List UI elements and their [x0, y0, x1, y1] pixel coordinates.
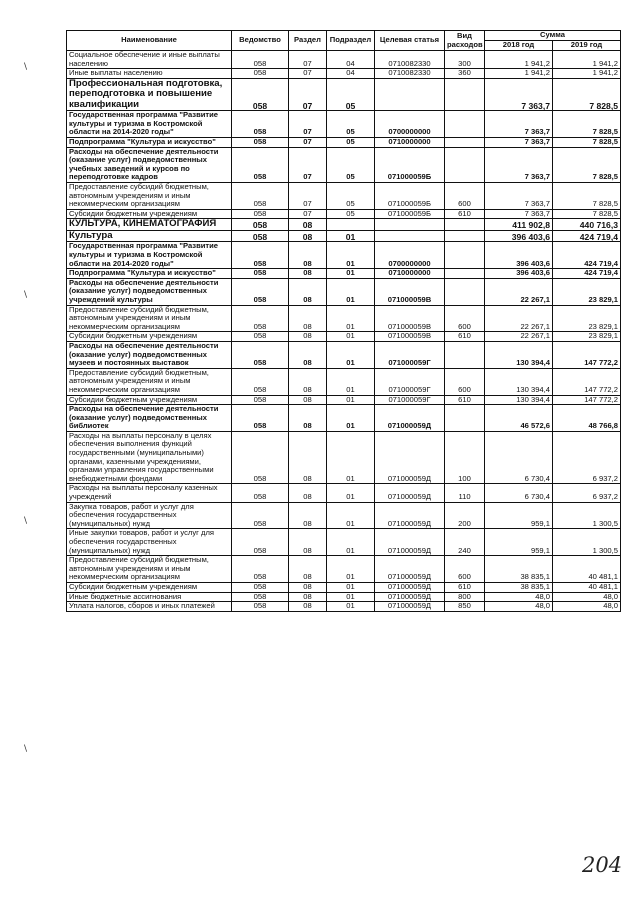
row-vr [445, 278, 485, 305]
row-podrazdel: 01 [327, 230, 375, 242]
row-vedomstvo: 058 [232, 368, 289, 395]
header-csr: Целевая статья [375, 31, 445, 51]
row-sum-2019: 424 719,4 [553, 269, 621, 279]
header-2018: 2018 год [485, 41, 553, 51]
row-podrazdel: 05 [327, 183, 375, 210]
row-csr [375, 78, 445, 111]
row-vr [445, 269, 485, 279]
row-csr: 071000059Г [375, 341, 445, 368]
row-sum-2018: 22 267,1 [485, 305, 553, 332]
row-name: КУЛЬТУРА, КИНЕМАТОГРАФИЯ [67, 219, 232, 231]
row-podrazdel: 01 [327, 341, 375, 368]
row-sum-2018: 396 403,6 [485, 230, 553, 242]
row-sum-2019: 23 829,1 [553, 332, 621, 342]
row-vedomstvo: 058 [232, 332, 289, 342]
row-csr: 071000059Д [375, 592, 445, 602]
row-name: Иные бюджетные ассигнования [67, 592, 232, 602]
row-vr [445, 341, 485, 368]
margin-mark: \ [24, 744, 28, 754]
row-podrazdel: 01 [327, 602, 375, 612]
row-vedomstvo: 058 [232, 69, 289, 79]
table-row [67, 138, 621, 148]
row-podrazdel: 01 [327, 431, 375, 484]
row-sum-2018: 1 941,2 [485, 51, 553, 69]
header-2019: 2019 год [553, 41, 621, 51]
table-row [67, 332, 621, 342]
row-podrazdel: 01 [327, 484, 375, 502]
row-csr [375, 219, 445, 231]
row-vr: 100 [445, 431, 485, 484]
row-csr: 071000059Д [375, 405, 445, 432]
row-csr: 071000059Б [375, 183, 445, 210]
row-csr: 071000059Б [375, 209, 445, 219]
row-sum-2018: 46 572,6 [485, 405, 553, 432]
table-row [67, 230, 621, 242]
row-vedomstvo: 058 [232, 51, 289, 69]
table-row [67, 147, 621, 182]
row-podrazdel: 05 [327, 111, 375, 138]
row-name: Расходы на обеспечение деятельности (оказание услуг) подведомственных учреждений культуры [67, 278, 232, 305]
row-podrazdel: 01 [327, 242, 375, 269]
row-podrazdel: 01 [327, 592, 375, 602]
row-razdel: 07 [289, 138, 327, 148]
row-vedomstvo: 058 [232, 529, 289, 556]
table-row [67, 242, 621, 269]
row-vedomstvo: 058 [232, 209, 289, 219]
row-sum-2019: 424 719,4 [553, 230, 621, 242]
table-row [67, 69, 621, 79]
row-vedomstvo: 058 [232, 305, 289, 332]
table-row [67, 209, 621, 219]
row-sum-2019: 147 772,2 [553, 395, 621, 405]
row-name: Иные выплаты населению [67, 69, 232, 79]
row-razdel: 07 [289, 183, 327, 210]
row-sum-2018: 959,1 [485, 529, 553, 556]
row-sum-2018: 7 363,7 [485, 111, 553, 138]
row-vr: 850 [445, 602, 485, 612]
header-razdel: Раздел [289, 31, 327, 51]
row-vedomstvo: 058 [232, 269, 289, 279]
row-razdel: 08 [289, 219, 327, 231]
row-csr: 071000059Г [375, 395, 445, 405]
row-vedomstvo: 058 [232, 484, 289, 502]
row-csr: 071000059Д [375, 431, 445, 484]
row-sum-2019: 7 828,5 [553, 138, 621, 148]
row-sum-2019: 1 941,2 [553, 51, 621, 69]
row-podrazdel: 01 [327, 405, 375, 432]
row-podrazdel: 01 [327, 278, 375, 305]
row-sum-2018: 130 394,4 [485, 341, 553, 368]
row-name: Расходы на обеспечение деятельности (оказание услуг) подведомственных библиотек [67, 405, 232, 432]
row-csr: 071000059В [375, 332, 445, 342]
row-razdel: 07 [289, 209, 327, 219]
row-sum-2019: 7 828,5 [553, 183, 621, 210]
row-vr: 360 [445, 69, 485, 79]
row-vr: 610 [445, 395, 485, 405]
row-csr: 071000059Д [375, 484, 445, 502]
row-vr: 240 [445, 529, 485, 556]
header-vr: Вид расходов [445, 31, 485, 51]
row-vedomstvo: 058 [232, 278, 289, 305]
row-sum-2019: 7 828,5 [553, 147, 621, 182]
row-name: Предоставление субсидий бюджетным, автономным учреждениям и иным некоммерческим организациям [67, 368, 232, 395]
row-csr [375, 230, 445, 242]
row-vedomstvo: 058 [232, 242, 289, 269]
row-sum-2018: 6 730,4 [485, 484, 553, 502]
row-csr: 071000059Г [375, 368, 445, 395]
row-name: Субсидии бюджетным учреждениям [67, 332, 232, 342]
row-razdel: 08 [289, 405, 327, 432]
row-sum-2019: 7 828,5 [553, 78, 621, 111]
row-sum-2018: 7 363,7 [485, 138, 553, 148]
row-sum-2019: 23 829,1 [553, 278, 621, 305]
row-sum-2019: 7 828,5 [553, 111, 621, 138]
margin-mark: \ [24, 516, 28, 526]
row-razdel: 07 [289, 78, 327, 111]
row-csr: 0710000000 [375, 138, 445, 148]
row-csr: 071000059Б [375, 147, 445, 182]
row-name: Культура [67, 230, 232, 242]
header-vedomstvo: Ведомство [232, 31, 289, 51]
row-razdel: 08 [289, 431, 327, 484]
row-vr: 600 [445, 556, 485, 583]
row-name: Закупка товаров, работ и услуг для обеспечения государственных (муниципальных) нужд [67, 502, 232, 529]
row-sum-2018: 48,0 [485, 592, 553, 602]
row-podrazdel: 05 [327, 209, 375, 219]
table-row [67, 529, 621, 556]
table-row [67, 111, 621, 138]
budget-table [66, 30, 621, 612]
row-podrazdel: 01 [327, 556, 375, 583]
row-razdel: 08 [289, 592, 327, 602]
row-razdel: 07 [289, 147, 327, 182]
row-podrazdel: 01 [327, 368, 375, 395]
row-vr: 610 [445, 582, 485, 592]
table-row [67, 219, 621, 231]
row-sum-2018: 22 267,1 [485, 278, 553, 305]
row-sum-2018: 7 363,7 [485, 78, 553, 111]
row-csr: 0700000000 [375, 111, 445, 138]
row-podrazdel: 01 [327, 332, 375, 342]
table-row [67, 278, 621, 305]
row-vedomstvo: 058 [232, 592, 289, 602]
row-podrazdel: 05 [327, 138, 375, 148]
row-csr: 071000059В [375, 278, 445, 305]
row-vr: 800 [445, 592, 485, 602]
row-sum-2018: 411 902,8 [485, 219, 553, 231]
row-vr [445, 242, 485, 269]
row-sum-2018: 396 403,6 [485, 269, 553, 279]
row-name: Субсидии бюджетным учреждениям [67, 209, 232, 219]
header-summa: Сумма [485, 31, 621, 41]
margin-mark: \ [24, 290, 28, 300]
row-sum-2018: 7 363,7 [485, 209, 553, 219]
table-row [67, 368, 621, 395]
row-vr: 600 [445, 305, 485, 332]
row-sum-2019: 440 716,3 [553, 219, 621, 231]
row-podrazdel: 05 [327, 78, 375, 111]
row-name: Государственная программа "Развитие культуры и туризма в Костромской области на 2014-2020 годы" [67, 242, 232, 269]
row-sum-2019: 1 300,5 [553, 502, 621, 529]
row-name: Расходы на выплаты персоналу казенных учреждений [67, 484, 232, 502]
row-sum-2019: 48,0 [553, 602, 621, 612]
row-sum-2019: 48 766,8 [553, 405, 621, 432]
row-razdel: 08 [289, 502, 327, 529]
row-name: Уплата налогов, сборов и иных платежей [67, 602, 232, 612]
row-name: Подпрограмма "Культура и искусство" [67, 138, 232, 148]
row-vedomstvo: 058 [232, 111, 289, 138]
row-vedomstvo: 058 [232, 431, 289, 484]
row-podrazdel: 01 [327, 269, 375, 279]
row-vedomstvo: 058 [232, 395, 289, 405]
row-name: Профессиональная подготовка, переподготовка и повышение квалификации [67, 78, 232, 111]
row-sum-2018: 48,0 [485, 602, 553, 612]
table-row [67, 592, 621, 602]
row-podrazdel: 01 [327, 529, 375, 556]
table-row [67, 51, 621, 69]
row-podrazdel [327, 219, 375, 231]
header-name: Наименование [67, 31, 232, 51]
row-name: Иные закупки товаров, работ и услуг для обеспечения государственных (муниципальных) нужд [67, 529, 232, 556]
row-vr [445, 78, 485, 111]
row-name: Расходы на обеспечение деятельности (оказание услуг) подведомственных учебных заведений и курсов по переподготовке кадров [67, 147, 232, 182]
row-sum-2019: 1 941,2 [553, 69, 621, 79]
row-vedomstvo: 058 [232, 582, 289, 592]
row-name: Субсидии бюджетным учреждениям [67, 582, 232, 592]
table-row [67, 305, 621, 332]
row-razdel: 08 [289, 602, 327, 612]
row-vedomstvo: 058 [232, 138, 289, 148]
row-vr [445, 111, 485, 138]
table-row [67, 556, 621, 583]
row-name: Субсидии бюджетным учреждениям [67, 395, 232, 405]
row-vedomstvo: 058 [232, 405, 289, 432]
row-sum-2018: 959,1 [485, 502, 553, 529]
row-vedomstvo: 058 [232, 183, 289, 210]
row-vr: 600 [445, 368, 485, 395]
row-vr: 610 [445, 332, 485, 342]
row-sum-2018: 6 730,4 [485, 431, 553, 484]
row-csr: 0710082330 [375, 69, 445, 79]
row-vedomstvo: 058 [232, 341, 289, 368]
row-sum-2018: 396 403,6 [485, 242, 553, 269]
row-razdel: 07 [289, 69, 327, 79]
row-razdel: 08 [289, 341, 327, 368]
table-row [67, 341, 621, 368]
row-sum-2018: 1 941,2 [485, 69, 553, 79]
row-csr: 071000059В [375, 305, 445, 332]
row-csr: 071000059Д [375, 502, 445, 529]
row-name: Предоставление субсидий бюджетным, автономным учреждениям и иным некоммерческим организациям [67, 305, 232, 332]
row-vr [445, 219, 485, 231]
row-sum-2018: 38 835,1 [485, 556, 553, 583]
row-podrazdel: 01 [327, 305, 375, 332]
row-sum-2019: 6 937,2 [553, 484, 621, 502]
row-podrazdel: 01 [327, 502, 375, 529]
row-podrazdel: 01 [327, 395, 375, 405]
row-sum-2019: 40 481,1 [553, 582, 621, 592]
table-row [67, 502, 621, 529]
row-csr: 071000059Д [375, 602, 445, 612]
row-vedomstvo: 058 [232, 147, 289, 182]
row-csr: 071000059Д [375, 582, 445, 592]
row-razdel: 08 [289, 556, 327, 583]
row-podrazdel: 04 [327, 69, 375, 79]
row-razdel: 08 [289, 395, 327, 405]
row-sum-2019: 23 829,1 [553, 305, 621, 332]
row-sum-2018: 130 394,4 [485, 368, 553, 395]
row-razdel: 08 [289, 230, 327, 242]
row-vedomstvo: 058 [232, 602, 289, 612]
row-razdel: 08 [289, 582, 327, 592]
table-row [67, 269, 621, 279]
row-sum-2019: 1 300,5 [553, 529, 621, 556]
page-number: 204 [582, 853, 623, 877]
row-sum-2019: 147 772,2 [553, 341, 621, 368]
row-razdel: 08 [289, 269, 327, 279]
row-vr: 610 [445, 209, 485, 219]
row-vr: 300 [445, 51, 485, 69]
row-vedomstvo: 058 [232, 556, 289, 583]
row-name: Подпрограмма "Культура и искусство" [67, 269, 232, 279]
row-name: Предоставление субсидий бюджетным, автономным учреждениям и иным некоммерческим организациям [67, 556, 232, 583]
table-row [67, 78, 621, 111]
row-name: Государственная программа "Развитие культуры и туризма в Костромской области на 2014-2020 годы" [67, 111, 232, 138]
row-sum-2018: 38 835,1 [485, 582, 553, 592]
row-razdel: 08 [289, 305, 327, 332]
row-name: Расходы на выплаты персоналу в целях обеспечения выполнения функций государственными (муниципальными) органами, казенными учреждениями, органами управления государственными внебюджетными фондами [67, 431, 232, 484]
budget-sheet [66, 30, 620, 612]
row-razdel: 07 [289, 111, 327, 138]
table-row [67, 395, 621, 405]
row-name: Социальное обеспечение и иные выплаты населению [67, 51, 232, 69]
row-sum-2019: 424 719,4 [553, 242, 621, 269]
table-row [67, 582, 621, 592]
table-row [67, 405, 621, 432]
row-podrazdel: 04 [327, 51, 375, 69]
row-sum-2019: 7 828,5 [553, 209, 621, 219]
row-vr: 600 [445, 183, 485, 210]
row-vr: 200 [445, 502, 485, 529]
row-csr: 0710082330 [375, 51, 445, 69]
row-vr [445, 405, 485, 432]
row-podrazdel: 01 [327, 582, 375, 592]
row-sum-2018: 7 363,7 [485, 147, 553, 182]
row-name: Расходы на обеспечение деятельности (оказание услуг) подведомственных музеев и постоянных выставок [67, 341, 232, 368]
row-vedomstvo: 058 [232, 78, 289, 111]
row-razdel: 08 [289, 484, 327, 502]
row-sum-2019: 147 772,2 [553, 368, 621, 395]
row-csr: 0710000000 [375, 269, 445, 279]
row-vedomstvo: 058 [232, 230, 289, 242]
row-razdel: 08 [289, 368, 327, 395]
table-body [67, 51, 621, 612]
row-razdel: 08 [289, 278, 327, 305]
margin-mark: \ [24, 62, 28, 72]
row-vr: 110 [445, 484, 485, 502]
row-sum-2018: 7 363,7 [485, 183, 553, 210]
row-name: Предоставление субсидий бюджетным, автономным учреждениям и иным некоммерческим организациям [67, 183, 232, 210]
row-vedomstvo: 058 [232, 219, 289, 231]
row-vedomstvo: 058 [232, 502, 289, 529]
row-csr: 071000059Д [375, 529, 445, 556]
row-vr [445, 147, 485, 182]
row-razdel: 08 [289, 332, 327, 342]
table-row [67, 183, 621, 210]
row-razdel: 08 [289, 242, 327, 269]
row-razdel: 08 [289, 529, 327, 556]
table-row [67, 431, 621, 484]
table-row [67, 484, 621, 502]
row-razdel: 07 [289, 51, 327, 69]
table-row [67, 602, 621, 612]
header-podrazdel: Подраздел [327, 31, 375, 51]
row-csr: 0700000000 [375, 242, 445, 269]
row-sum-2019: 6 937,2 [553, 431, 621, 484]
row-vr [445, 138, 485, 148]
row-sum-2018: 22 267,1 [485, 332, 553, 342]
row-vr [445, 230, 485, 242]
row-csr: 071000059Д [375, 556, 445, 583]
row-sum-2019: 48,0 [553, 592, 621, 602]
row-sum-2018: 130 394,4 [485, 395, 553, 405]
row-sum-2019: 40 481,1 [553, 556, 621, 583]
row-podrazdel: 05 [327, 147, 375, 182]
